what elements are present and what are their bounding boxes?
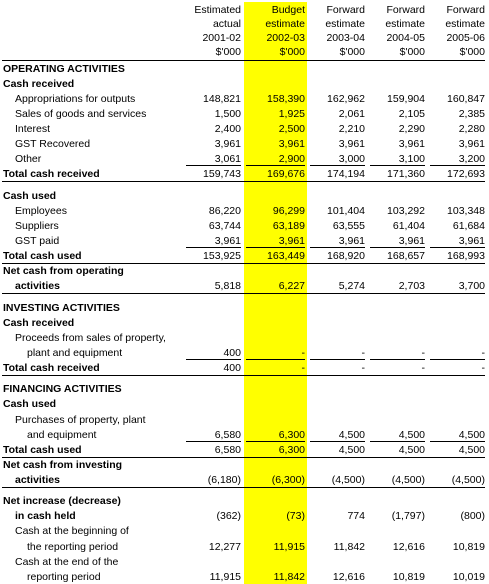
row-net-cash-investing-forward-estimate-2005-06-value: (4,500)	[451, 474, 485, 486]
row-cash-beginning-budget-estimate-2002-03-value: 11,915	[273, 541, 305, 553]
column-header-line1-budget-estimate-2002-03: Budget	[271, 4, 305, 16]
row-sales-of-goods-and-services-label: Sales of goods and services	[15, 108, 147, 120]
subtotal-rule-used-forward-estimate-2005-06	[430, 247, 485, 248]
subtotal-rule-used-estimated-actual-2001-02	[186, 247, 241, 248]
column-header-line2-budget-estimate-2002-03: estimate	[265, 18, 305, 30]
row-employees-forward-estimate-2004-05-value: 103,292	[387, 205, 425, 217]
row-total-cash-used-forward-estimate-2005-06-value: 168,993	[447, 250, 485, 262]
row-gst-recovered-estimated-actual-2001-02-value: 3,961	[214, 138, 241, 150]
column-header-unit-forward-estimate-2005-06: $'000	[459, 46, 485, 58]
row-appropriations-for-outputs-label: Appropriations for outputs	[15, 93, 136, 105]
net-rule-investing	[2, 487, 485, 488]
net-rule-operating	[2, 293, 485, 294]
row-cash-beginning-forward-estimate-2005-06-value: 10,819	[452, 541, 485, 553]
row-net-increase-label-line2: in cash held	[15, 510, 76, 522]
row-total-cash-used-forward-estimate-2004-05-value: 168,657	[387, 250, 425, 262]
row-cash-end-budget-estimate-2002-03-value: 11,842	[273, 571, 305, 583]
subtotal-rule-financing-estimated-actual-2001-02	[186, 441, 241, 442]
row-investing-total-received-budget-estimate-2002-03-value: -	[301, 362, 305, 374]
row-proceeds-sales-forward-estimate-2005-06-value: -	[481, 347, 485, 359]
row-net-increase-forward-estimate-2003-04-value: 774	[347, 510, 365, 522]
row-sales-of-goods-and-services-estimated-actual-2001-02-value: 1,500	[214, 108, 241, 120]
subtotal-rule-investing-forward-estimate-2004-05	[370, 359, 425, 360]
subtotal-rule-received-forward-estimate-2005-06	[430, 165, 485, 166]
row-net-cash-operating-forward-estimate-2005-06-value: 3,700	[458, 280, 485, 292]
column-header-line1-estimated-actual-2001-02: Estimated	[194, 4, 241, 16]
column-header-year-estimated-actual-2001-02: 2001-02	[202, 32, 241, 44]
row-total-cash-received-forward-estimate-2003-04-value: 174,194	[327, 168, 365, 180]
row-net-cash-investing-label-line2: activities	[15, 474, 60, 486]
column-header-year-forward-estimate-2003-04: 2003-04	[326, 32, 365, 44]
row-gst-recovered-label: GST Recovered	[15, 138, 91, 150]
column-header-line2-forward-estimate-2005-06: estimate	[445, 18, 485, 30]
row-interest-estimated-actual-2001-02-value: 2,400	[214, 123, 241, 135]
total-rule-operating-used	[2, 263, 485, 264]
row-total-cash-used-estimated-actual-2001-02-value: 153,925	[203, 250, 241, 262]
row-other-forward-estimate-2004-05-value: 3,100	[398, 153, 425, 165]
row-investing-total-received-estimated-actual-2001-02-value: 400	[223, 362, 241, 374]
row-net-cash-operating-forward-estimate-2003-04-value: 5,274	[338, 280, 365, 292]
row-total-cash-received-label: Total cash received	[3, 168, 100, 180]
row-net-cash-operating-label-line1: Net cash from operating	[3, 265, 124, 277]
row-purchases-ppe-forward-estimate-2005-06-value: 4,500	[458, 429, 485, 441]
row-appropriations-for-outputs-forward-estimate-2005-06-value: 160,847	[447, 93, 485, 105]
subtotal-rule-financing-budget-estimate-2002-03	[246, 441, 305, 442]
row-net-cash-investing-label-line1: Net cash from investing	[3, 459, 123, 471]
row-employees-budget-estimate-2002-03-value: 96,299	[272, 205, 305, 217]
row-other-estimated-actual-2001-02-value: 3,061	[214, 153, 241, 165]
row-cash-end-label-line2: reporting period	[27, 571, 101, 583]
row-net-increase-estimated-actual-2001-02-value: (362)	[216, 510, 241, 522]
column-header-line1-forward-estimate-2003-04: Forward	[326, 4, 365, 16]
row-net-increase-label-line1: Net increase (decrease)	[3, 495, 121, 507]
row-appropriations-for-outputs-forward-estimate-2003-04-value: 162,962	[327, 93, 365, 105]
row-cash-end-estimated-actual-2001-02-value: 11,915	[209, 571, 241, 583]
row-total-cash-used-budget-estimate-2002-03-value: 163,449	[267, 250, 305, 262]
subtotal-rule-received-forward-estimate-2004-05	[370, 165, 425, 166]
total-rule-operating-received	[2, 181, 485, 182]
row-investing-total-received-label: Total cash received	[3, 362, 100, 374]
section-heading-investing: INVESTING ACTIVITIES	[3, 302, 120, 314]
row-other-budget-estimate-2002-03-value: 2,900	[278, 153, 305, 165]
row-employees-forward-estimate-2005-06-value: 103,348	[447, 205, 485, 217]
row-proceeds-sales-budget-estimate-2002-03-value: -	[301, 347, 305, 359]
row-other-label: Other	[15, 153, 42, 165]
row-purchases-ppe-forward-estimate-2003-04-value: 4,500	[338, 429, 365, 441]
row-purchases-ppe-forward-estimate-2004-05-value: 4,500	[398, 429, 425, 441]
row-proceeds-sales-label-line1: Proceeds from sales of property,	[15, 332, 166, 344]
row-cash-beginning-forward-estimate-2003-04-value: 11,842	[333, 541, 365, 553]
row-gst-paid-budget-estimate-2002-03-value: 3,961	[278, 235, 305, 247]
row-investing-total-received-forward-estimate-2003-04-value: -	[361, 362, 365, 374]
row-proceeds-sales-forward-estimate-2003-04-value: -	[361, 347, 365, 359]
subtotal-rule-used-budget-estimate-2002-03	[246, 247, 305, 248]
subtotal-rule-received-budget-estimate-2002-03	[246, 165, 305, 166]
row-cash-end-forward-estimate-2004-05-value: 10,819	[392, 571, 425, 583]
row-cash-end-label-line1: Cash at the end of the	[15, 556, 119, 568]
row-financing-total-used-budget-estimate-2002-03-value: 6,300	[278, 444, 305, 456]
row-purchases-ppe-label-line1: Purchases of property, plant	[15, 414, 146, 426]
column-header-unit-forward-estimate-2003-04: $'000	[339, 46, 365, 58]
total-rule-investing	[2, 375, 485, 376]
row-total-cash-received-estimated-actual-2001-02-value: 159,743	[203, 168, 241, 180]
row-net-cash-investing-estimated-actual-2001-02-value: (6,180)	[207, 474, 241, 486]
subtotal-rule-investing-budget-estimate-2002-03	[246, 359, 305, 360]
row-net-cash-operating-budget-estimate-2002-03-value: 6,227	[278, 280, 305, 292]
row-purchases-ppe-budget-estimate-2002-03-value: 6,300	[278, 429, 305, 441]
subheading-cash-received: Cash received	[3, 78, 75, 90]
column-header-year-budget-estimate-2002-03: 2002-03	[266, 32, 305, 44]
row-sales-of-goods-and-services-forward-estimate-2004-05-value: 2,105	[398, 108, 425, 120]
row-cash-end-forward-estimate-2003-04-value: 12,616	[332, 571, 365, 583]
section-heading-operating: OPERATING ACTIVITIES	[3, 63, 125, 75]
row-cash-beginning-estimated-actual-2001-02-value: 12,277	[208, 541, 241, 553]
row-cash-beginning-forward-estimate-2004-05-value: 12,616	[392, 541, 425, 553]
row-financing-total-used-forward-estimate-2004-05-value: 4,500	[398, 444, 425, 456]
row-other-forward-estimate-2003-04-value: 3,000	[338, 153, 365, 165]
row-appropriations-for-outputs-estimated-actual-2001-02-value: 148,821	[203, 93, 241, 105]
row-net-cash-operating-forward-estimate-2004-05-value: 2,703	[398, 280, 425, 292]
row-proceeds-sales-label-line2: plant and equipment	[27, 347, 123, 359]
row-net-cash-investing-forward-estimate-2003-04-value: (4,500)	[331, 474, 365, 486]
row-total-cash-received-forward-estimate-2005-06-value: 172,693	[447, 168, 485, 180]
row-proceeds-sales-forward-estimate-2004-05-value: -	[421, 347, 425, 359]
row-total-cash-received-forward-estimate-2004-05-value: 171,360	[387, 168, 425, 180]
row-gst-recovered-forward-estimate-2004-05-value: 3,961	[398, 138, 425, 150]
row-other-forward-estimate-2005-06-value: 3,200	[458, 153, 485, 165]
row-purchases-ppe-estimated-actual-2001-02-value: 6,580	[214, 429, 241, 441]
subtotal-rule-investing-forward-estimate-2003-04	[310, 359, 365, 360]
row-total-cash-used-label: Total cash used	[3, 250, 82, 262]
row-net-increase-forward-estimate-2004-05-value: (1,797)	[391, 510, 425, 522]
total-rule-financing	[2, 457, 485, 458]
row-cash-beginning-label-line1: Cash at the beginning of	[15, 525, 129, 537]
row-net-increase-forward-estimate-2005-06-value: (800)	[460, 510, 485, 522]
row-proceeds-sales-estimated-actual-2001-02-value: 400	[223, 347, 241, 359]
subtotal-rule-financing-forward-estimate-2005-06	[430, 441, 485, 442]
row-net-cash-operating-estimated-actual-2001-02-value: 5,818	[214, 280, 241, 292]
row-sales-of-goods-and-services-forward-estimate-2003-04-value: 2,061	[338, 108, 365, 120]
row-cash-end-forward-estimate-2005-06-value: 10,019	[452, 571, 485, 583]
column-header-line1-forward-estimate-2004-05: Forward	[386, 4, 425, 16]
subheading-financing-cash-used: Cash used	[3, 398, 57, 410]
column-header-year-forward-estimate-2004-05: 2004-05	[386, 32, 425, 44]
subtotal-rule-investing-estimated-actual-2001-02	[186, 359, 241, 360]
column-header-unit-budget-estimate-2002-03: $'000	[279, 46, 305, 58]
row-interest-forward-estimate-2003-04-value: 2,210	[338, 123, 365, 135]
row-suppliers-forward-estimate-2004-05-value: 61,404	[392, 220, 425, 232]
row-suppliers-forward-estimate-2003-04-value: 63,555	[332, 220, 365, 232]
subheading-investing-cash-received: Cash received	[3, 317, 75, 329]
row-gst-paid-forward-estimate-2004-05-value: 3,961	[398, 235, 425, 247]
row-employees-label: Employees	[15, 205, 67, 217]
subtotal-rule-used-forward-estimate-2003-04	[310, 247, 365, 248]
row-net-cash-investing-budget-estimate-2002-03-value: (6,300)	[271, 474, 305, 486]
subtotal-rule-received-estimated-actual-2001-02	[186, 165, 241, 166]
row-employees-estimated-actual-2001-02-value: 86,220	[208, 205, 241, 217]
column-header-unit-forward-estimate-2004-05: $'000	[399, 46, 425, 58]
column-header-line1-forward-estimate-2005-06: Forward	[446, 4, 485, 16]
row-suppliers-forward-estimate-2005-06-value: 61,684	[452, 220, 485, 232]
row-interest-label: Interest	[15, 123, 51, 135]
row-interest-forward-estimate-2005-06-value: 2,280	[458, 123, 485, 135]
row-gst-paid-estimated-actual-2001-02-value: 3,961	[214, 235, 241, 247]
column-header-line2-estimated-actual-2001-02: actual	[212, 18, 241, 30]
header-rule	[2, 60, 485, 61]
column-header-line2-forward-estimate-2004-05: estimate	[385, 18, 425, 30]
row-gst-recovered-forward-estimate-2003-04-value: 3,961	[338, 138, 365, 150]
column-header-line2-forward-estimate-2003-04: estimate	[325, 18, 365, 30]
row-financing-total-used-label: Total cash used	[3, 444, 82, 456]
row-suppliers-budget-estimate-2002-03-value: 63,189	[272, 220, 305, 232]
row-gst-paid-forward-estimate-2003-04-value: 3,961	[338, 235, 365, 247]
row-sales-of-goods-and-services-budget-estimate-2002-03-value: 1,925	[278, 108, 305, 120]
row-suppliers-estimated-actual-2001-02-value: 63,744	[208, 220, 241, 232]
row-net-increase-budget-estimate-2002-03-value: (73)	[286, 510, 305, 522]
row-investing-total-received-forward-estimate-2005-06-value: -	[481, 362, 485, 374]
row-interest-budget-estimate-2002-03-value: 2,500	[278, 123, 305, 135]
section-heading-financing: FINANCING ACTIVITIES	[3, 383, 122, 395]
row-suppliers-label: Suppliers	[15, 220, 59, 232]
subtotal-rule-investing-forward-estimate-2005-06	[430, 359, 485, 360]
row-interest-forward-estimate-2004-05-value: 2,290	[398, 123, 425, 135]
row-sales-of-goods-and-services-forward-estimate-2005-06-value: 2,385	[458, 108, 485, 120]
row-employees-forward-estimate-2003-04-value: 101,404	[327, 205, 365, 217]
row-cash-beginning-label-line2: the reporting period	[27, 541, 119, 553]
subtotal-rule-received-forward-estimate-2003-04	[310, 165, 365, 166]
column-header-unit-estimated-actual-2001-02: $'000	[215, 46, 241, 58]
row-gst-recovered-budget-estimate-2002-03-value: 3,961	[278, 138, 305, 150]
row-appropriations-for-outputs-budget-estimate-2002-03-value: 158,390	[267, 93, 305, 105]
row-investing-total-received-forward-estimate-2004-05-value: -	[421, 362, 425, 374]
row-net-cash-investing-forward-estimate-2004-05-value: (4,500)	[391, 474, 425, 486]
row-net-cash-operating-label-line2: activities	[15, 280, 60, 292]
row-gst-paid-label: GST paid	[15, 235, 60, 247]
row-financing-total-used-forward-estimate-2003-04-value: 4,500	[338, 444, 365, 456]
row-financing-total-used-estimated-actual-2001-02-value: 6,580	[214, 444, 241, 456]
row-total-cash-received-budget-estimate-2002-03-value: 169,676	[267, 168, 305, 180]
subheading-cash-used: Cash used	[3, 190, 57, 202]
column-header-year-forward-estimate-2005-06: 2005-06	[446, 32, 485, 44]
row-purchases-ppe-label-line2: and equipment	[27, 429, 97, 441]
subtotal-rule-used-forward-estimate-2004-05	[370, 247, 425, 248]
subtotal-rule-financing-forward-estimate-2003-04	[310, 441, 365, 442]
subtotal-rule-financing-forward-estimate-2004-05	[370, 441, 425, 442]
row-gst-recovered-forward-estimate-2005-06-value: 3,961	[458, 138, 485, 150]
row-gst-paid-forward-estimate-2005-06-value: 3,961	[458, 235, 485, 247]
row-total-cash-used-forward-estimate-2003-04-value: 168,920	[327, 250, 365, 262]
row-appropriations-for-outputs-forward-estimate-2004-05-value: 159,904	[387, 93, 425, 105]
row-financing-total-used-forward-estimate-2005-06-value: 4,500	[458, 444, 485, 456]
